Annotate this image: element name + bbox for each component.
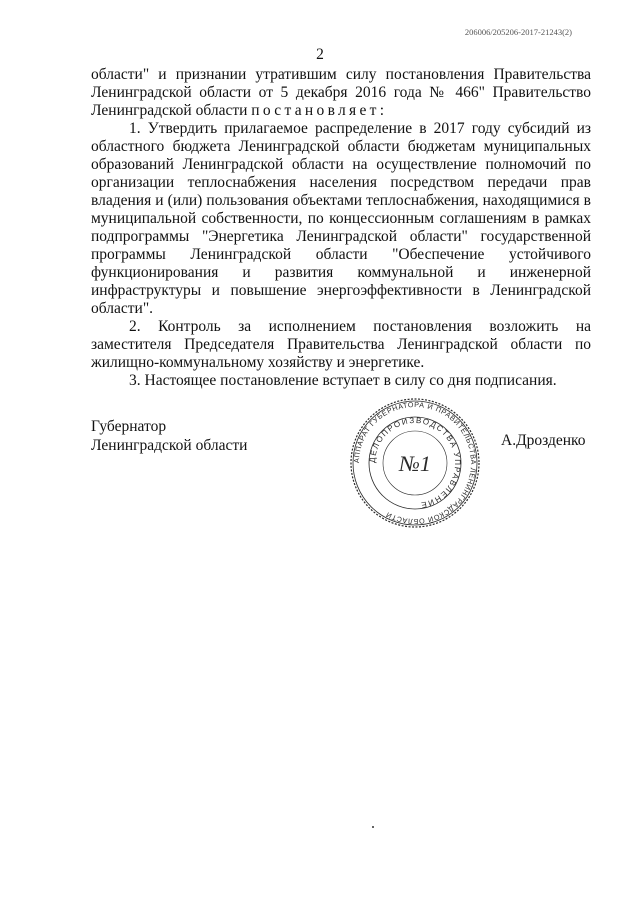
- item-3: 3. Настоящее постановление вступает в силу со дня подписания.: [129, 372, 557, 389]
- intro-text: области" и признании утратившим силу постановления Правительства Ленинградской области от 5 декабря 2016 года № 466" Правительство Ленинградской области: [91, 66, 591, 119]
- intro-colon: :: [379, 102, 385, 119]
- signatory-title-line1: Губернатор: [91, 418, 167, 435]
- document-id: 206006/205206-2017-21243(2): [464, 27, 572, 37]
- page-mark: [372, 826, 374, 828]
- intro-paragraph: [91, 66, 591, 120]
- page-number: 2: [316, 46, 324, 63]
- official-seal: [349, 397, 481, 529]
- resolution-word: постановляет: [251, 102, 380, 119]
- seal-outer-text: АППАРАТ ГУБЕРНАТОРА И ПРАВИТЕЛЬСТВА ЛЕНИНГРАДСКОЙ ОБЛАСТИ: [351, 399, 479, 527]
- signatory-title-line2: Ленинградской области: [91, 437, 248, 454]
- signatory-name: А.Дрозденко: [501, 432, 586, 449]
- seal-inner-text: ДЕЛОПРОИЗВОДСТВА УПРАВЛЕНИЕ: [367, 415, 463, 510]
- item-2: 2. Контроль за исполнением постановления возложить на заместителя Председателя Правительства Ленинградской области по жилищно-коммунальному хозяйству и энергетике.: [91, 318, 591, 371]
- document-body: [91, 66, 591, 390]
- item-1: 1. Утвердить прилагаемое распределение в 2017 году субсидий из областного бюджета Ленинградской области бюджетам муниципальных образований Ленинградской области на осуществление полномочий по организации теплоснабжения населения посредством передачи прав владения и (или) пользования объектами теплоснабжения, находящимися в муниципальной собственности, по концессионным соглашениям в рамках подпрограммы "Энергетика Ленинградской области" государственной программы Ленинградской области "Обеспечение устойчивого функционирования и развития коммунальной и инженерной инфраструктуры и повышение энергоэффективности в Ленинградской области".: [91, 120, 591, 317]
- signatory-title: [91, 417, 247, 455]
- seal-number: №1: [399, 451, 431, 476]
